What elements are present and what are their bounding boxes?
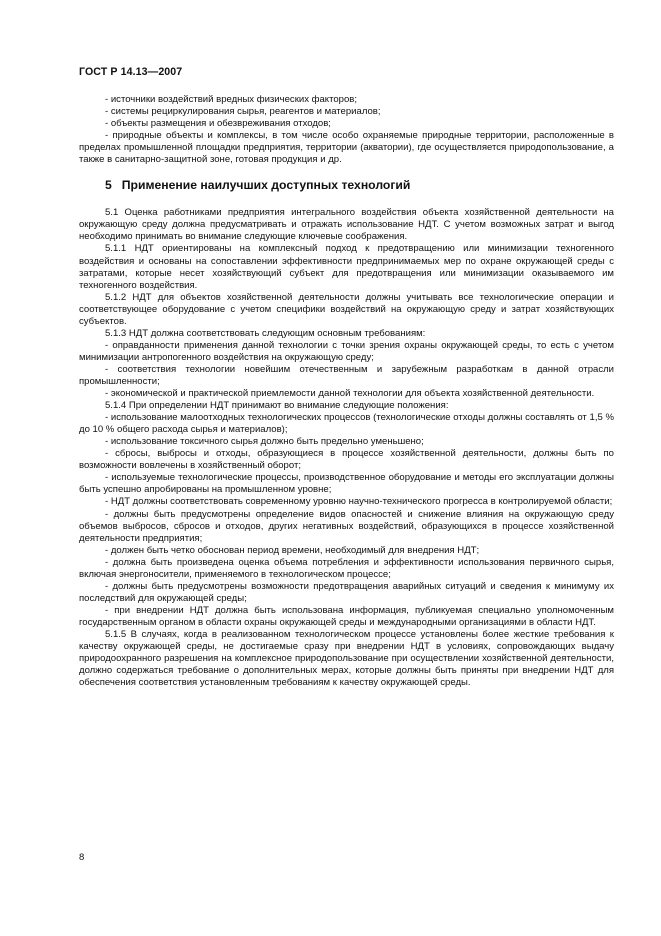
list-item: - при внедрении НДТ должна быть использована информация, публикуемая специально уполномоченным государственным органом в области охраны окружающей среды и международными организациями в области НДТ. (79, 604, 614, 628)
section-number: 5 (105, 178, 112, 193)
clause-paragraph: 5.1.4 При определении НДТ принимают во внимание следующие положения: (105, 400, 449, 412)
section-heading (79, 179, 614, 191)
list-item: - должна быть произведена оценка объема потребления и эффективности использования первичного сырья, включая энергоносители, применяемого в технологическом процессе; (79, 556, 614, 580)
list-item: - НДТ должны соответствовать современному уровню научно-технического прогресса в контролируемой области; (105, 496, 613, 508)
list-item: - сбросы, выбросы и отходы, образующиеся в процессе хозяйственной деятельности, должны быть по возможности вовлечены в хозяйственный оборот; (79, 448, 614, 472)
list-item: - соответствия технологии новейшим отечественным и зарубежным разработкам в данной отрасли промышленности; (79, 363, 614, 387)
list-item: - системы рециркулирования сырья, реагентов и материалов; (105, 106, 381, 118)
list-item: - природные объекты и комплексы, в том числе особо охраняемые природные территории, расположенные в пределах промышленной площадки предприятия, территории (акватории), где осуществляется природопользование, а также в санитарно-защитной зоне, готовая продукция и др. (79, 130, 614, 166)
list-item: - должен быть четко обоснован период времени, необходимый для внедрения НДТ; (105, 544, 480, 556)
document-header: ГОСТ Р 14.13—2007 (79, 66, 183, 78)
list-item: - должны быть предусмотрены определение видов опасностей и снижение влияния на окружающую среду объемов выбросов, сбросов и отходов, других негативных воздействий, образующихся в процессе хозяйственной деятельности предприятия; (79, 508, 614, 544)
clause-paragraph: 5.1 Оценка работниками предприятия интегрального воздействия объекта хозяйственной деятельности на окружающую среду должна предусматривать и отражать использование НДТ. С учетом возможных затрат и выгод необходимо принимать во внимание следующие ключевые соображения. (79, 207, 614, 243)
clause-paragraph: 5.1.3 НДТ должна соответствовать следующим основным требованиям: (105, 327, 426, 339)
clause-paragraph: 5.1.5 В случаях, когда в реализованном технологическом процессе установлены более жесткие требования к качеству окружающей среды, не достигаемые сразу при внедрении НДТ в условиях, сопровождающих выдачу природоохранного разрешения на комплексное природопользование при осуществлении хозяйственной деятельности, должно содержаться требование о дополнительных мерах, которые должны быть приняты при внедрении НДТ для обеспечения соответствия установленным требованиям к качеству окружающей среды. (79, 628, 614, 689)
list-item: - использование токсичного сырья должно быть предельно уменьшено; (105, 436, 424, 448)
list-item: - объекты размещения и обезвреживания отходов; (105, 118, 331, 130)
list-item: - оправданности применения данной технологии с точки зрения охраны окружающей среды, то есть с учетом минимизации антропогенного воздействия на окружающую среду; (79, 339, 614, 363)
list-item: - экономической и практической приемлемости данной технологии для объекта хозяйственной деятельности. (105, 388, 595, 400)
list-item: - источники воздействий вредных физических факторов; (105, 94, 357, 105)
list-item: - должны быть предусмотрены возможности предотвращения аварийных ситуаций и сведения к минимуму их последствий для окружающей среды; (79, 580, 614, 604)
page-number: 8 (79, 852, 85, 863)
document-body (79, 94, 614, 689)
clause-paragraph: 5.1.2 НДТ для объектов хозяйственной деятельности должны учитывать все технологические операции и соответствующее оборудование с учетом специфики воздействий на окружающую среду и затрат хозяйствующих субъектов. (79, 291, 614, 327)
list-item: - используемые технологические процессы, производственное оборудование и методы его эксплуатации должны быть успешно апробированы на промышленном уровне; (79, 472, 614, 496)
section-title: Применение наилучших доступных технологий (121, 178, 411, 193)
clause-paragraph: 5.1.1 НДТ ориентированы на комплексный подход к предотвращению или минимизации техногенного воздействия и основаны на сопоставлении эффективности предпринимаемых мер по охране окружающей среды с затратами, которые несет хозяйствующий субъект для предотвращения или минимизации оказываемого им техногенного воздействия. (79, 243, 614, 291)
list-item: - использование малоотходных технологических процессов (технологические отходы должны составлять от 1,5 % до 10 % общего расхода сырья и материалов); (79, 412, 614, 436)
